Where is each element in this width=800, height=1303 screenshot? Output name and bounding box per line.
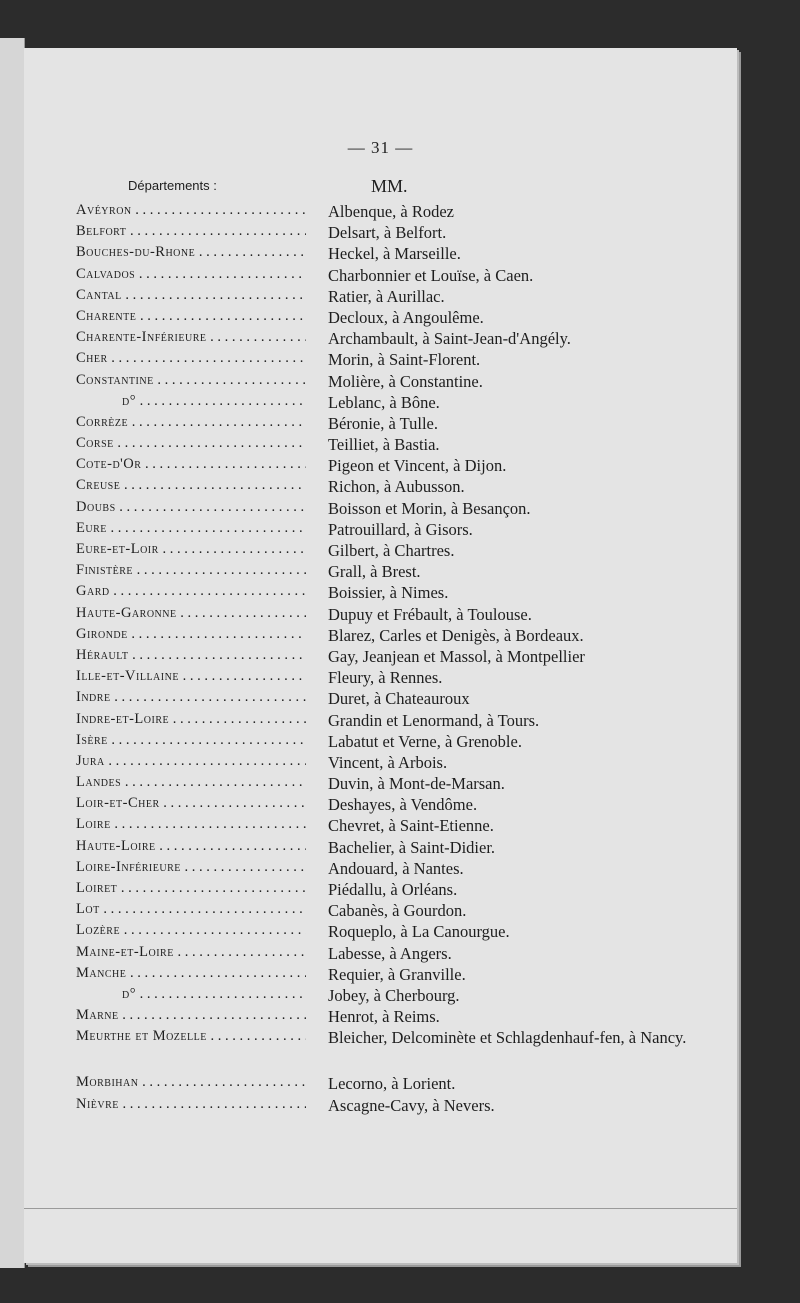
pharmacist-names: Dupuy et Frébault, à Toulouse. <box>328 604 532 624</box>
pharmacist-names: Molière, à Constantine. <box>328 371 483 391</box>
page-bottom-rule <box>24 1208 737 1209</box>
department-name: Cote-d'Or . . . <box>76 456 306 473</box>
department-name: Lot . . . <box>76 901 306 918</box>
department-name: Manche . . . <box>76 965 306 982</box>
department-name: Charente . . . <box>76 308 306 325</box>
pharmacist-names: Bleicher, Delcominète et Schlagdenhauf-fen, à Nancy. <box>328 1028 687 1048</box>
department-name: Morbihan . . . <box>76 1074 306 1091</box>
list-item <box>76 774 726 795</box>
department-name: Isère . . . <box>76 732 306 749</box>
pharmacist-names: Ratier, à Aurillac. <box>328 286 445 306</box>
pharmacist-names: Pigeon et Vincent, à Dijon. <box>328 456 507 476</box>
department-name: Indre-et-Loire . . . <box>76 711 306 728</box>
column-header-departments: Départements : <box>128 178 217 193</box>
list-item <box>76 287 726 308</box>
column-header-names: MM. <box>371 176 408 196</box>
pharmacist-names: Boissier, à Nimes. <box>328 583 449 603</box>
department-name: Jura . . . <box>76 753 306 770</box>
list-item <box>76 880 726 901</box>
pharmacist-names: Jobey, à Cherbourg. <box>328 985 460 1005</box>
department-name: Cher . . . <box>76 350 306 367</box>
department-list <box>76 202 726 1117</box>
pharmacist-names: Chevret, à Saint-Etienne. <box>328 816 494 836</box>
list-item <box>76 1074 726 1095</box>
department-name: Ille-et-Villaine . . . <box>76 668 306 685</box>
adjacent-page-edge <box>0 38 25 1268</box>
list-item <box>76 1096 726 1117</box>
list-item <box>76 372 726 393</box>
list-item <box>76 350 726 371</box>
pharmacist-names: Roqueplo, à La Canourgue. <box>328 922 510 942</box>
pharmacist-names: Gay, Jeanjean et Massol, à Montpellier <box>328 646 585 666</box>
list-item <box>76 986 726 1007</box>
department-name: Constantine . . . <box>76 372 306 389</box>
list-item <box>76 859 726 880</box>
pharmacist-names: Teilliet, à Bastia. <box>328 435 440 455</box>
pharmacist-names: Blarez, Carles et Denigès, à Bordeaux. <box>328 625 584 645</box>
pharmacist-names: Fleury, à Rennes. <box>328 668 443 688</box>
pharmacist-names: Labesse, à Angers. <box>328 943 452 963</box>
list-item <box>76 1028 726 1069</box>
pharmacist-names: Bachelier, à Saint-Didier. <box>328 837 496 857</box>
list-item <box>76 308 726 329</box>
list-item <box>76 689 726 710</box>
pharmacist-names: Boisson et Morin, à Besançon. <box>328 498 531 518</box>
list-item <box>76 901 726 922</box>
department-name: Avéyron . . . <box>76 202 306 219</box>
pharmacist-names: Heckel, à Marseille. <box>328 244 461 264</box>
list-item <box>76 922 726 943</box>
department-name: Maine-et-Loire . . . <box>76 944 306 961</box>
department-name: Hérault . . . <box>76 647 306 664</box>
pharmacist-names: Andouard, à Nantes. <box>328 858 464 878</box>
list-item <box>76 414 726 435</box>
department-name: Creuse . . . <box>76 477 306 494</box>
pharmacist-names: Cabanès, à Gourdon. <box>328 901 467 921</box>
department-name: Haute-Garonne . . . <box>76 605 306 622</box>
list-item <box>76 605 726 626</box>
pharmacist-names: Archambault, à Saint-Jean-d'Angély. <box>328 329 571 349</box>
pharmacist-names: Morin, à Saint-Florent. <box>328 350 481 370</box>
list-item <box>76 965 726 986</box>
list-item <box>76 668 726 689</box>
pharmacist-names: Lecorno, à Lorient. <box>328 1074 456 1094</box>
list-item <box>76 816 726 837</box>
pharmacist-names: Ascagne-Cavy, à Nevers. <box>328 1095 495 1115</box>
department-name: Loiret . . . <box>76 880 306 897</box>
department-name: Bouches-du-Rhone . . . <box>76 244 306 261</box>
pharmacist-names: Grandin et Lenormand, à Tours. <box>328 710 540 730</box>
department-name: Lozère . . . <box>76 922 306 939</box>
pharmacist-names: Labatut et Verne, à Grenoble. <box>328 731 522 751</box>
pharmacist-names: Piédallu, à Orléans. <box>328 880 458 899</box>
list-item <box>76 520 726 541</box>
department-name: Meurthe et Mozelle . . . <box>76 1028 306 1045</box>
list-item <box>76 583 726 604</box>
pharmacist-names: Henrot, à Reims. <box>328 1007 440 1027</box>
list-item <box>76 647 726 668</box>
pharmacist-names: Decloux, à Angoulême. <box>328 307 484 327</box>
list-item <box>76 477 726 498</box>
list-item <box>76 266 726 287</box>
pharmacist-names: Leblanc, à Bône. <box>328 392 440 412</box>
department-name: Corrèze . . . <box>76 414 306 431</box>
department-name: Eure . . . <box>76 520 306 537</box>
department-name: Calvados . . . <box>76 266 306 283</box>
department-name: Haute-Loire . . . <box>76 838 306 855</box>
department-name: Doubs . . . <box>76 499 306 516</box>
list-item <box>76 626 726 647</box>
pharmacist-names: Duret, à Chateauroux <box>328 689 470 709</box>
department-name: Gironde . . . <box>76 626 306 643</box>
pharmacist-names: Grall, à Brest. <box>328 562 421 582</box>
list-item <box>76 202 726 223</box>
pharmacist-names: Richon, à Aubusson. <box>328 477 465 497</box>
list-item <box>76 435 726 456</box>
department-name: d° . . . <box>76 393 306 410</box>
department-name: Loir-et-Cher . . . <box>76 795 306 812</box>
department-name: Loire-Inférieure . . . <box>76 859 306 876</box>
department-name: Nièvre . . . <box>76 1096 306 1113</box>
pharmacist-names: Vincent, à Arbois. <box>328 752 448 772</box>
list-item <box>76 944 726 965</box>
list-item <box>76 244 726 265</box>
list-item <box>76 541 726 562</box>
list-item <box>76 1007 726 1028</box>
pharmacist-names: Albenque, à Rodez <box>328 202 454 221</box>
department-name: d° . . . <box>76 986 306 1003</box>
page-number: — 31 — <box>347 138 414 157</box>
pharmacist-names: Requier, à Granville. <box>328 964 466 984</box>
document-page <box>24 48 737 1263</box>
department-name: Charente-Inférieure . . . <box>76 329 306 346</box>
list-item <box>76 223 726 244</box>
department-name: Eure-et-Loir . . . <box>76 541 306 558</box>
department-name: Cantal . . . <box>76 287 306 304</box>
list-item <box>76 795 726 816</box>
pharmacist-names: Patrouillard, à Gisors. <box>328 519 473 539</box>
list-item <box>76 732 726 753</box>
pharmacist-names: Béronie, à Tulle. <box>328 413 438 433</box>
list-item <box>76 753 726 774</box>
pharmacist-names: Deshayes, à Vendôme. <box>328 795 478 815</box>
pharmacist-names: Charbonnier et Louïse, à Caen. <box>328 265 534 285</box>
department-name: Finistère . . . <box>76 562 306 579</box>
pharmacist-names: Gilbert, à Chartres. <box>328 541 455 560</box>
list-item <box>76 499 726 520</box>
list-item <box>76 838 726 859</box>
department-name: Marne . . . <box>76 1007 306 1024</box>
pharmacist-names: Delsart, à Belfort. <box>328 223 447 243</box>
pharmacist-names: Duvin, à Mont-de-Marsan. <box>328 774 505 794</box>
department-name: Loire . . . <box>76 816 306 833</box>
list-item <box>76 562 726 583</box>
department-name: Corse . . . <box>76 435 306 452</box>
list-item <box>76 711 726 732</box>
department-name: Landes . . . <box>76 774 306 791</box>
department-name: Belfort . . . <box>76 223 306 240</box>
list-item <box>76 393 726 414</box>
list-item <box>76 456 726 477</box>
list-item <box>76 329 726 350</box>
department-name: Gard . . . <box>76 583 306 600</box>
department-name: Indre . . . <box>76 689 306 706</box>
